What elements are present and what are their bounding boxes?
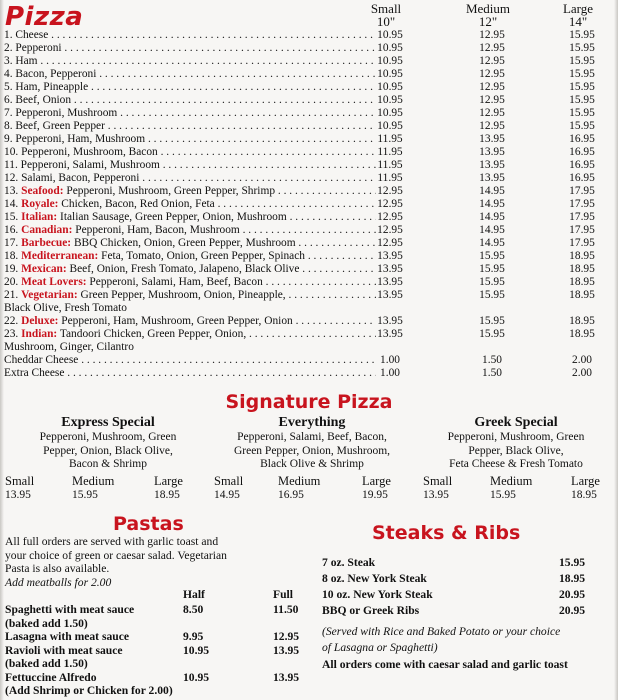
pasta-row: Ravioli with meat sauce 10.95 13.95 [5,643,300,657]
steak-list [322,556,612,620]
greek-price-small: 13.95 [423,489,449,501]
pasta-col-half: Half [183,588,205,601]
pastas-title: Pastas [113,513,184,535]
express-price-small: 13.95 [5,489,31,501]
express-size-small: Small [5,474,35,488]
pasta-row: (baked add 1.50) [5,616,88,630]
size-header-medium: Medium 12" [465,1,511,29]
steak-row: 8 oz. New York Steak 18.95 [322,572,586,585]
greek-size-small: Small [423,474,453,488]
greek-price-medium: 15.95 [490,489,516,501]
everything-size-small: Small [214,474,244,488]
steak-row: BBQ or Greek Ribs 20.95 [322,604,586,617]
express-size-medium: Medium [72,474,115,488]
steaks-ribs-title: Steaks & Ribs [372,522,521,544]
steak-footer-note: All orders come with caesar salad and garlic toast [322,658,568,671]
signature-pizza-title: Signature Pizza [225,391,393,413]
greek-size-large: Large [571,474,600,488]
pastas-intro: All full orders are served with garlic toast and your choice of green or caesar salad. Vegetarian Pasta is also available. Add meatballs for 2.00 [5,535,227,589]
everything-price-medium: 16.95 [278,489,304,501]
pasta-col-full: Full [273,588,293,601]
scan-shadow-right [614,0,618,700]
everything-special: Everything Pepperoni, Salami, Beef, Bacon, Green Pepper, Onion, Mushroom, Black Olive & Shrimp [233,415,391,470]
pizza-title: Pizza [5,2,84,32]
express-price-large: 18.95 [154,489,180,501]
steak-row: 7 oz. Steak 15.95 [322,556,586,569]
steak-row: 10 oz. New York Steak 20.95 [322,588,586,601]
express-special: Express Special Pepperoni, Mushroom, Green Pepper, Onion, Black Olive, Bacon & Shrimp [39,415,177,470]
pasta-shrimp-note: (Add Shrimp or Chicken for 2.00) [5,684,173,697]
pasta-row: Spaghetti with meat sauce 8.50 11.50 [5,603,299,616]
greek-special: Greek Special Pepperoni, Mushroom, Green Pepper, Black Olive, Feta Cheese & Fresh Tomato [447,415,585,470]
everything-size-large: Large [362,474,391,488]
size-header-small: Small 10" [370,1,402,29]
pasta-row: (baked add 1.50) [5,657,88,670]
express-size-large: Large [154,474,183,488]
pasta-row: Lasagna with meat sauce 9.95 12.95 [5,630,300,643]
greek-size-medium: Medium [490,474,533,488]
express-price-medium: 15.95 [72,489,98,501]
everything-price-large: 19.95 [362,489,388,501]
size-header-large: Large 14" [562,1,594,29]
steak-served-note: (Served with Rice and Baked Potato or your choice of Lasagna or Spaghetti) [322,625,561,654]
greek-price-large: 18.95 [571,489,597,501]
pasta-row: Fettuccine Alfredo 10.95 13.95 [5,670,300,684]
everything-price-small: 14.95 [214,489,240,501]
pasta-list [5,603,315,698]
everything-size-medium: Medium [278,474,321,488]
